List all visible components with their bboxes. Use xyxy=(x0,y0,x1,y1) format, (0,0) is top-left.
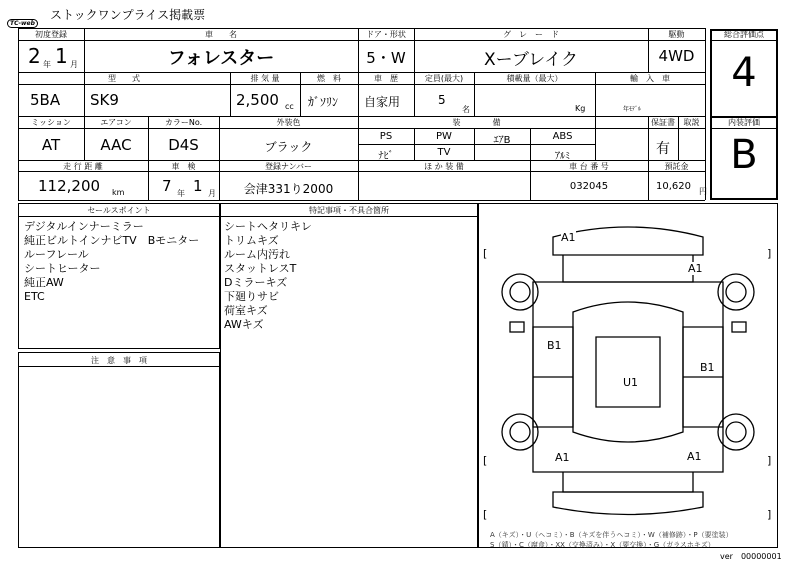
notes-title: 特記事項・不具合箇所 xyxy=(309,206,389,215)
list-item: Dミラーキズ xyxy=(224,276,288,289)
label-car-name: 車 名 xyxy=(205,30,237,39)
cc-unit: cc xyxy=(285,102,294,111)
damage-mark-left-door: B1 xyxy=(547,339,562,352)
label-mission: ミッション xyxy=(31,118,71,127)
damage-legend xyxy=(490,530,733,550)
damage-mark-front: A1 xyxy=(561,231,576,244)
rear-hatch-shape xyxy=(563,472,693,492)
sales-list xyxy=(24,220,199,304)
label-score: 総合評価点 xyxy=(724,30,764,39)
label-color-no: カラーNo. xyxy=(164,118,203,127)
aircon: AAC xyxy=(100,136,132,154)
equip-airbag: ｴｱB xyxy=(493,135,511,146)
list-item: 下廻りサビ xyxy=(224,290,279,303)
label-load: 積載量（最大） xyxy=(506,74,563,83)
load-unit: Kg xyxy=(575,104,586,113)
mirror-left-icon xyxy=(510,322,524,332)
roof-shape xyxy=(573,302,683,442)
model: SK9 xyxy=(90,91,119,109)
label-history: 車 歴 xyxy=(374,74,398,83)
list-item: トリムキズ xyxy=(224,234,279,247)
list-item: 荷室キズ xyxy=(224,304,268,317)
damage-mark-front-right: A1 xyxy=(688,262,703,275)
list-item: シートヘタリキレ xyxy=(224,220,312,233)
label-plate: 登録ナンバー xyxy=(264,162,313,171)
exterior-color: ブラック xyxy=(264,140,313,154)
chassis-number: 032045 xyxy=(569,181,609,192)
list-item: AWキズ xyxy=(224,318,264,331)
list-item: ルーム内汚れ xyxy=(224,248,290,261)
year-unit: 年 xyxy=(43,60,51,69)
label-inspection: 車 検 xyxy=(171,162,196,171)
label-exterior: 外装色 xyxy=(276,118,301,127)
km-unit: km xyxy=(112,188,125,197)
overall-score: 4 xyxy=(731,50,757,96)
list-item: ルーフレール xyxy=(24,248,89,261)
header xyxy=(7,10,38,29)
roof-inner-shape xyxy=(596,337,660,407)
yen-unit: 円 xyxy=(699,187,707,196)
label-import: 輸 入 車 xyxy=(630,74,670,83)
model-year-label: 年ﾓﾃﾞﾙ xyxy=(623,106,642,113)
inspection-month: 1 xyxy=(193,177,203,195)
bracket-close: ] xyxy=(767,454,772,467)
equip-navi: ﾅﾋﾞ xyxy=(378,151,394,162)
page-title: ストックワンプライス掲載票 xyxy=(50,8,206,22)
equip-tv: TV xyxy=(437,147,451,158)
insp-year-unit: 年 xyxy=(177,189,185,198)
bracket-close: ] xyxy=(767,247,772,260)
label-first-reg: 初度登録 xyxy=(35,30,67,39)
bracket-close: ] xyxy=(767,508,772,521)
equip-pw: PW xyxy=(436,131,452,142)
notes-list xyxy=(224,220,312,332)
equip-abs: ABS xyxy=(552,131,573,142)
bracket-open: [ xyxy=(483,508,488,521)
label-aircon: エアコン xyxy=(100,118,132,127)
label-capacity: 定員(最大) xyxy=(424,74,464,83)
caution-panel xyxy=(18,352,220,548)
equip-alloy: ｱﾙﾐ xyxy=(555,151,570,162)
list-item: スタットレスT xyxy=(224,262,297,275)
legend-line: A（キズ）・U（ヘコミ）・B（キズを伴うヘコミ）・W（補修跡）・P（要塗装） xyxy=(490,531,733,539)
model-prefix: 5BA xyxy=(30,91,61,109)
list-item: デジタルインナーミラー xyxy=(24,220,144,233)
label-grade: グ レ ー ド xyxy=(503,30,559,39)
label-fuel: 燃 料 xyxy=(317,74,341,83)
fuel: ｶﾞｿﾘﾝ xyxy=(308,95,339,109)
mirror-right-icon xyxy=(732,322,746,332)
history: 自家用 xyxy=(364,95,401,109)
mileage: 112,200 xyxy=(38,177,101,195)
list-item: 純正AW xyxy=(24,276,64,289)
label-manual: 取説 xyxy=(683,118,700,127)
list-item: ETC xyxy=(24,290,45,303)
rear-bumper-shape xyxy=(553,492,703,515)
label-drive: 駆動 xyxy=(668,30,685,39)
caution-title: 注 意 事 項 xyxy=(91,356,147,365)
month-unit: 月 xyxy=(70,60,78,69)
capacity-unit: 名 xyxy=(462,105,470,114)
damage-mark-roof: U1 xyxy=(623,376,639,389)
label-model: 型 式 xyxy=(108,74,140,83)
label-door: ドア・形状 xyxy=(366,30,406,39)
front-hood-shape xyxy=(563,255,693,282)
door-type: 5・W xyxy=(366,49,406,67)
color-no: D4S xyxy=(168,136,199,154)
list-item: 純正ビルトインナビTV Bモニター xyxy=(24,234,200,247)
list-item: シートヒーター xyxy=(24,262,101,275)
label-warranty: 保証書 xyxy=(651,118,675,127)
damage-mark-rear-right: A1 xyxy=(687,450,702,463)
bracket-open: [ xyxy=(483,454,488,467)
displacement: 2,500 xyxy=(236,91,279,109)
inspection-year: 7 xyxy=(162,177,172,195)
bracket-open: [ xyxy=(483,247,488,260)
legend-line: S（錆）・C（腐食）・XX（交換済み）・X（要交換）・G（ガラスホキズ） xyxy=(490,541,715,549)
first-reg-year: 2 xyxy=(28,44,41,68)
damage-mark-right-door: B1 xyxy=(700,361,715,374)
damage-mark-rear-left: A1 xyxy=(555,451,570,464)
label-displacement: 排 気 量 xyxy=(250,74,280,83)
label-equipment: 装 備 xyxy=(452,118,501,127)
label-interior: 内装評価 xyxy=(728,118,760,127)
mission: AT xyxy=(41,136,61,154)
label-deposit: 預託金 xyxy=(664,162,689,171)
sales-title: セールスポイント xyxy=(87,206,151,215)
insp-month-unit: 月 xyxy=(208,189,216,198)
first-reg-month: 1 xyxy=(55,44,68,68)
deposit: 10,620 xyxy=(656,181,691,192)
interior-score: B xyxy=(730,132,758,178)
label-other-equip: ほ か 装 備 xyxy=(424,162,464,171)
label-chassis: 車 台 番 号 xyxy=(569,162,609,171)
plate-number: 会津331り2000 xyxy=(243,182,334,196)
version-label: ver 00000001 xyxy=(720,552,782,561)
capacity: 5 xyxy=(438,93,446,107)
equip-ps: PS xyxy=(379,131,393,142)
car-diagram xyxy=(478,207,778,527)
label-mileage: 走 行 距 離 xyxy=(63,162,103,171)
warranty: 有 xyxy=(656,141,670,157)
car-name: フォレスター xyxy=(167,48,275,69)
logo: TC-web xyxy=(7,19,38,28)
grade: Xーブレイク xyxy=(484,50,578,70)
drive: 4WD xyxy=(658,47,695,65)
